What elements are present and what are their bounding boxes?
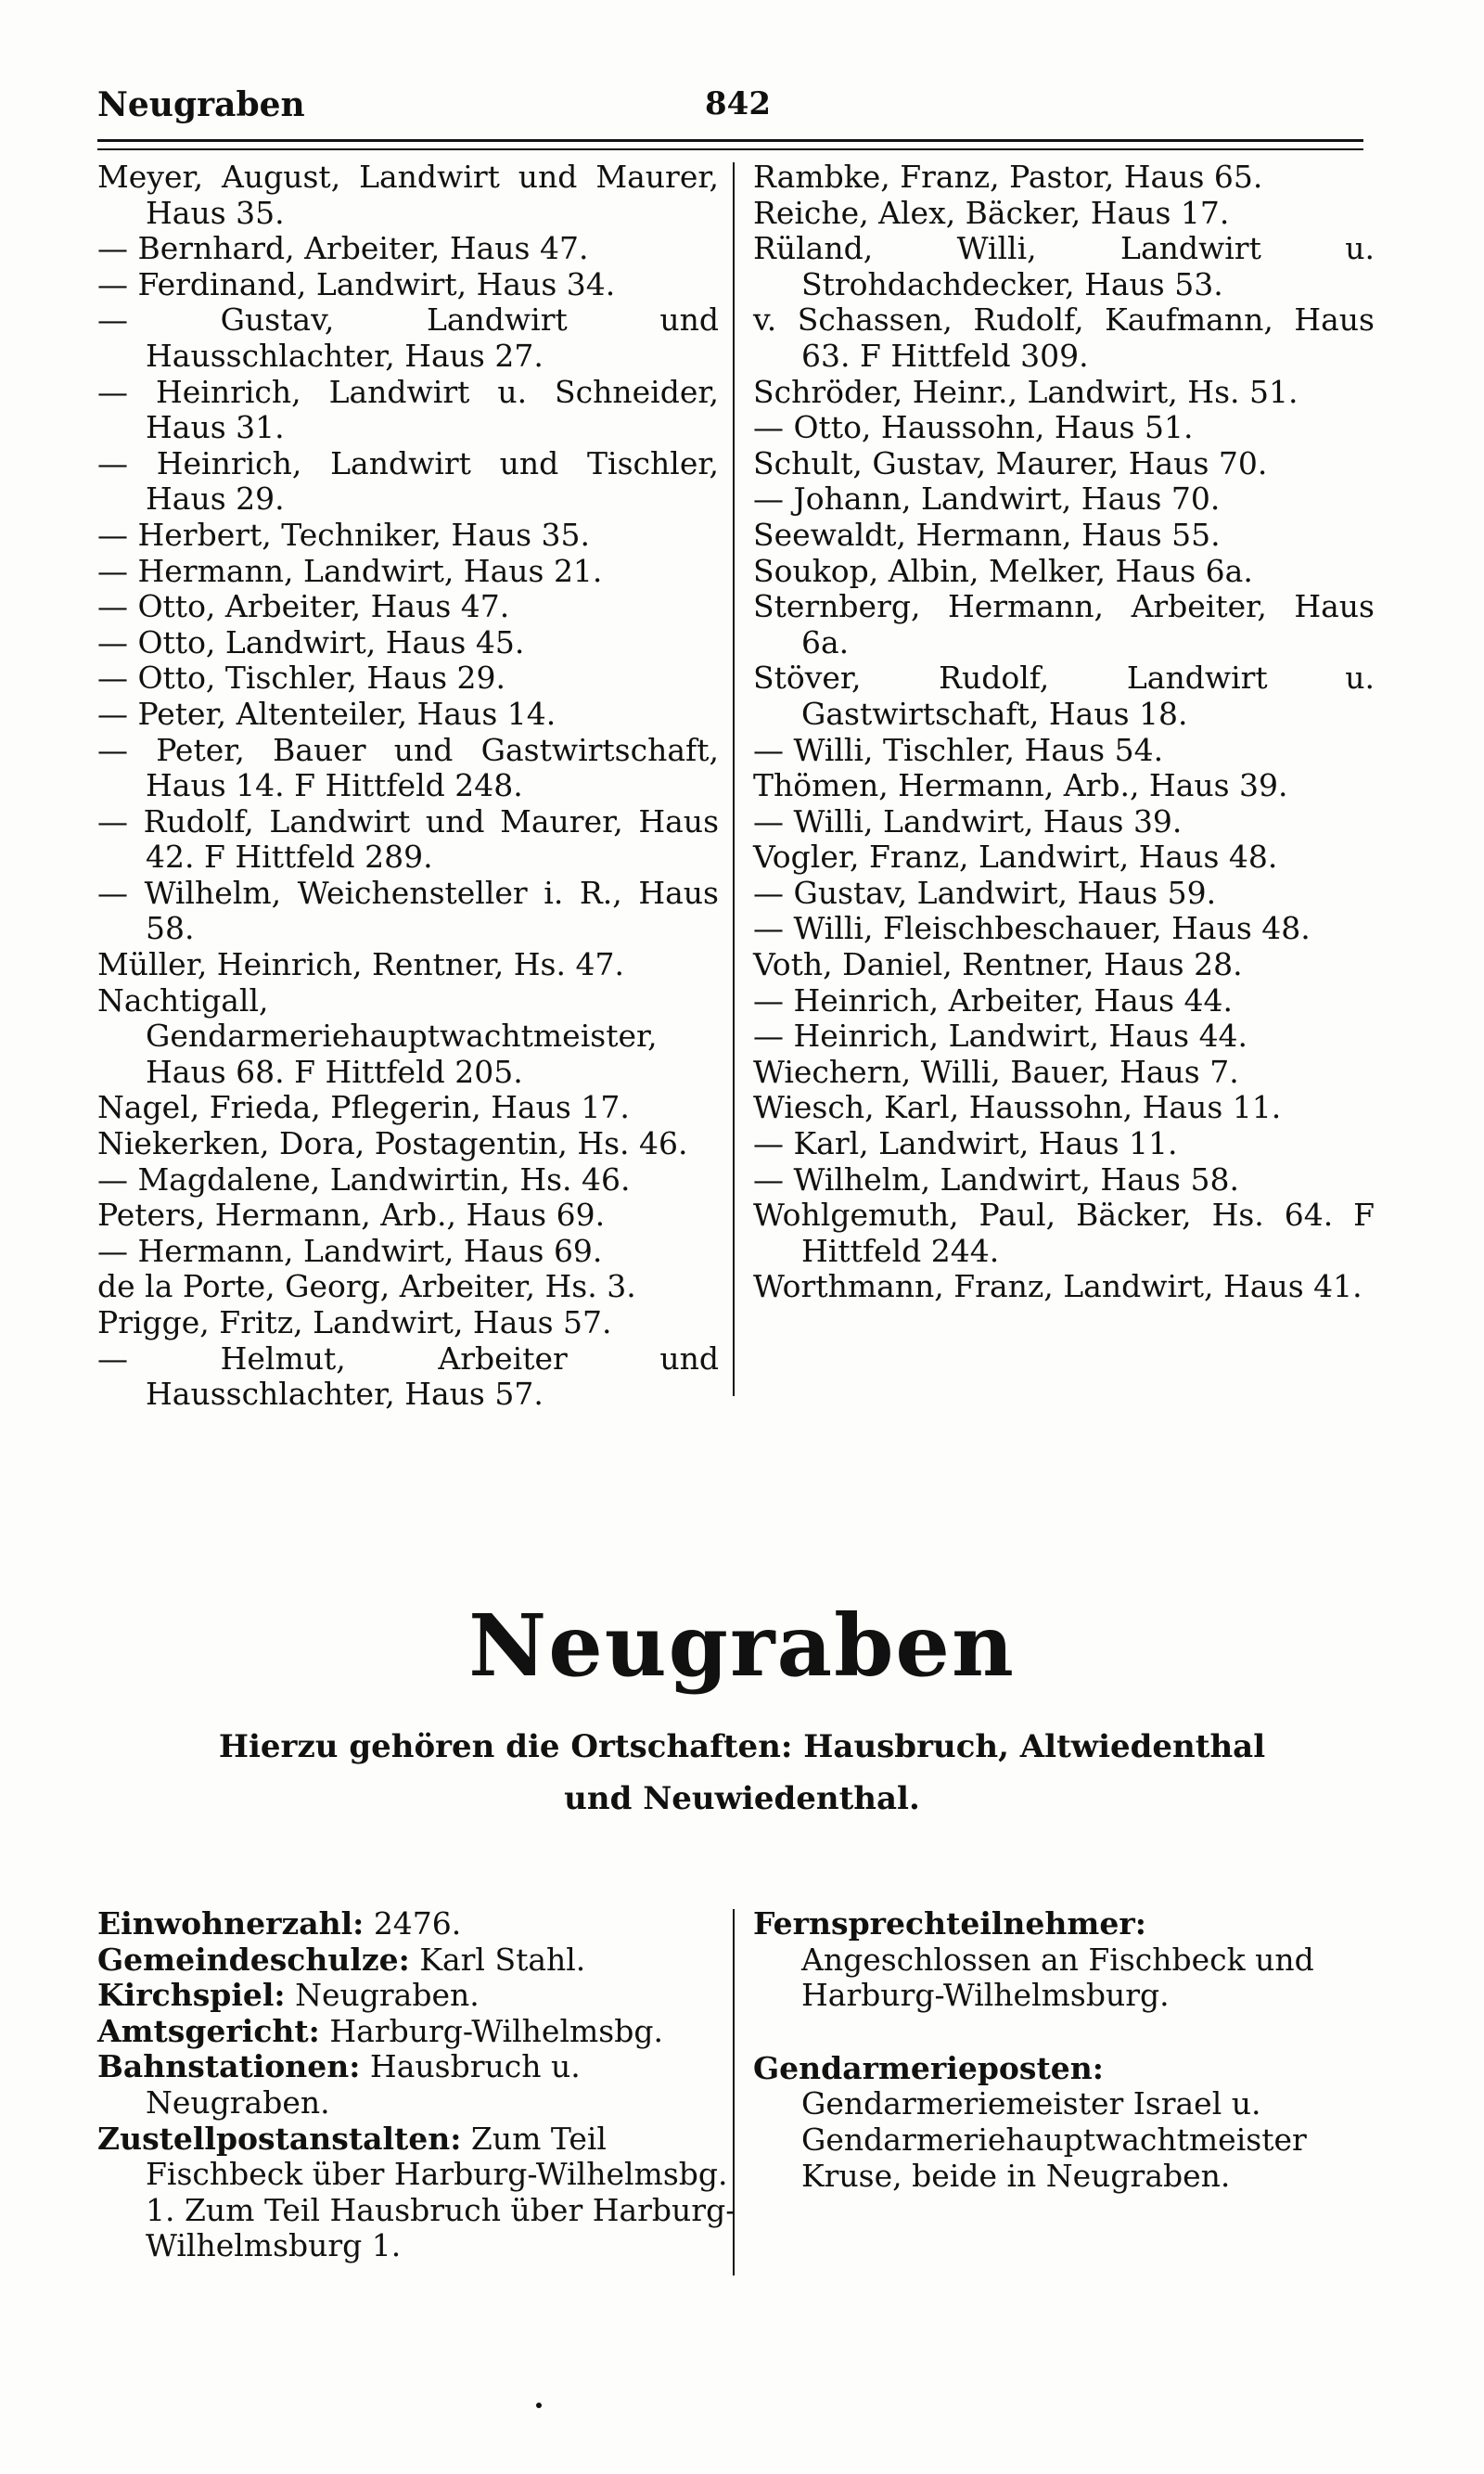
info-column-left <box>97 1906 737 2264</box>
directory-entry: — Otto, Landwirt, Haus 45. <box>97 623 525 660</box>
directory-entry: — Willi, Tischler, Haus 54. <box>753 731 1164 768</box>
info-value: Neugraben. <box>295 1977 480 2014</box>
directory-entry: Vogler, Franz, Landwirt, Haus 48. <box>753 839 1278 876</box>
running-head <box>97 85 1363 132</box>
directory-entry: Prigge, Fritz, Landwirt, Haus 57. <box>97 1304 612 1340</box>
info-value: Gendarmeriemeister Israel u. Gendarmeriehauptwachtmeister Kruse, beide in Neugraben. <box>801 2085 1307 2194</box>
directory-entry: — Ferdinand, Landwirt, Haus 34. <box>97 265 616 302</box>
place-note: Hierzu gehören die Ortschaften: Hausbruch, Altwiedenthal und Neuwiedenthal. <box>218 1728 1266 1817</box>
directory-entry: — Heinrich, Landwirt, Haus 44. <box>753 1018 1248 1055</box>
directory-entry: Nachtigall, Gendarmeriehauptwachtmeister, Haus 68. F Hittfeld 205. <box>97 981 658 1090</box>
directory-entry: — Hermann, Landwirt, Haus 69. <box>97 1232 603 1269</box>
directory-column-right <box>753 160 1375 1305</box>
directory-entry: — Heinrich, Landwirt und Tischler, Haus 29. <box>97 444 719 518</box>
info-key: Einwohnerzahl: <box>97 1905 365 1942</box>
directory-entry: Worthmann, Franz, Landwirt, Haus 41. <box>753 1268 1362 1305</box>
directory-entry: de la Porte, Georg, Arbeiter, Hs. 3. <box>97 1268 636 1305</box>
directory-entry: Thömen, Hermann, Arb., Haus 39. <box>753 767 1288 804</box>
info-item <box>753 1906 1375 2014</box>
directory-entry: Soukop, Albin, Melker, Haus 6a. <box>753 552 1253 589</box>
info-key: Kirchspiel: <box>97 1977 286 2014</box>
info-column-right <box>753 1906 1375 2194</box>
spacer <box>753 2014 1375 2051</box>
directory-entry: — Gustav, Landwirt, Haus 59. <box>753 874 1217 911</box>
printer-mark <box>536 2403 542 2408</box>
directory-entry: — Bernhard, Arbeiter, Haus 47. <box>97 230 589 267</box>
directory-entry: — Magdalene, Landwirtin, Hs. 46. <box>97 1160 631 1198</box>
directory-entry: Voth, Daniel, Rentner, Haus 28. <box>753 946 1243 983</box>
directory-entry: Niekerken, Dora, Postagentin, Hs. 46. <box>97 1125 688 1162</box>
directory-entry: Nagel, Frieda, Pflegerin, Haus 17. <box>97 1089 630 1126</box>
info-value: Hausbruch u. Neugraben. <box>146 2048 581 2121</box>
directory-entry: — Wilhelm, Weichensteller i. R., Haus 58. <box>97 874 719 947</box>
directory-entry: — Otto, Arbeiter, Haus 47. <box>97 588 510 625</box>
directory-entry: — Willi, Fleischbeschauer, Haus 48. <box>753 910 1311 947</box>
directory-column-left <box>97 160 719 1413</box>
directory-entry: — Gustav, Landwirt und Hausschlachter, Haus 27. <box>97 301 719 374</box>
directory-entry: — Rudolf, Landwirt und Maurer, Haus 42. F Hittfeld 289. <box>97 802 719 876</box>
directory-entry: Stöver, Rudolf, Landwirt u. Gastwirtschaft, Haus 18. <box>753 660 1375 732</box>
directory-entry: Reiche, Alex, Bäcker, Haus 17. <box>753 194 1230 231</box>
info-value: Zum Teil Fischbeck über Harburg-Wilhelmsbg. 1. Zum Teil Hausbruch über Harburg-Wilhelmsburg 1. <box>146 2120 736 2264</box>
directory-entry: Rüland, Willi, Landwirt u. Strohdachdecker, Haus 53. <box>753 230 1375 302</box>
info-value: Angeschlossen an Fischbeck und Harburg-Wilhelmsburg. <box>801 1941 1314 2014</box>
directory-entry: v. Schassen, Rudolf, Kaufmann, Haus 63. F Hittfeld 309. <box>753 301 1375 374</box>
directory-entry: — Heinrich, Arbeiter, Haus 44. <box>753 981 1233 1019</box>
info-item <box>753 2051 1375 2194</box>
info-item <box>97 2014 737 2050</box>
directory-entry: — Karl, Landwirt, Haus 11. <box>753 1125 1178 1162</box>
column-divider <box>733 162 735 1396</box>
place-heading: Neugraben <box>468 1596 1016 1696</box>
directory-entry: — Peter, Bauer und Gastwirtschaft, Haus 14. F Hittfeld 248. <box>97 731 719 804</box>
directory-entry: Peters, Hermann, Arb., Haus 69. <box>97 1197 606 1234</box>
directory-entry: — Wilhelm, Landwirt, Haus 58. <box>753 1160 1239 1198</box>
info-key: Amtsgericht: <box>97 2012 320 2049</box>
info-value: Karl Stahl. <box>419 1941 586 1978</box>
directory-entry: — Heinrich, Landwirt u. Schneider, Haus 31. <box>97 373 719 446</box>
info-key: Bahnstationen: <box>97 2048 361 2085</box>
directory-entry: — Johann, Landwirt, Haus 70. <box>753 481 1221 518</box>
info-item <box>97 2049 737 2121</box>
directory-entry: Rambke, Franz, Pastor, Haus 65. <box>753 159 1263 195</box>
info-item <box>97 2121 737 2264</box>
running-head-title: Neugraben <box>97 85 305 124</box>
info-key: Gendarmerieposten: <box>753 2049 1104 2086</box>
directory-entry: — Peter, Altenteiler, Haus 14. <box>97 695 556 732</box>
directory-entry: Meyer, August, Landwirt und Maurer, Haus 35. <box>97 159 719 231</box>
directory-entry: Müller, Heinrich, Rentner, Hs. 47. <box>97 946 624 983</box>
info-value: 2476. <box>373 1905 462 1942</box>
page-number: 842 <box>705 85 771 122</box>
directory-entry: Wohlgemuth, Paul, Bäcker, Hs. 64. F Hittfeld 244. <box>753 1197 1375 1269</box>
header-rule-secondary <box>97 148 1363 150</box>
info-column-divider <box>733 1909 735 2275</box>
directory-entry: Sternberg, Hermann, Arbeiter, Haus 6a. <box>753 588 1375 660</box>
directory-entry: Seewaldt, Hermann, Haus 55. <box>753 516 1221 553</box>
info-item <box>97 1978 737 2014</box>
directory-entry: — Helmut, Arbeiter und Hausschlachter, Haus 57. <box>97 1340 719 1413</box>
directory-entry: — Otto, Tischler, Haus 29. <box>97 660 505 697</box>
directory-entry: Wiechern, Willi, Bauer, Haus 7. <box>753 1053 1239 1090</box>
info-value: Harburg-Wilhelmsbg. <box>329 2012 663 2049</box>
info-item <box>97 1942 737 1979</box>
info-key: Gemeindeschulze: <box>97 1941 410 1978</box>
header-rule <box>97 139 1363 142</box>
directory-entry: — Herbert, Techniker, Haus 35. <box>97 516 591 553</box>
directory-entry: Wiesch, Karl, Haussohn, Haus 11. <box>753 1089 1282 1126</box>
info-key: Zustellpostanstalten: <box>97 2120 462 2157</box>
directory-entry: Schult, Gustav, Maurer, Haus 70. <box>753 444 1268 481</box>
info-item <box>97 1906 737 1942</box>
info-key: Fernsprechteilnehmer: <box>753 1905 1146 1942</box>
directory-entry: — Willi, Landwirt, Haus 39. <box>753 802 1183 840</box>
directory-entry: — Otto, Haussohn, Haus 51. <box>753 409 1194 446</box>
directory-entry: Schröder, Heinr., Landwirt, Hs. 51. <box>753 373 1298 410</box>
directory-entry: — Hermann, Landwirt, Haus 21. <box>97 552 603 589</box>
